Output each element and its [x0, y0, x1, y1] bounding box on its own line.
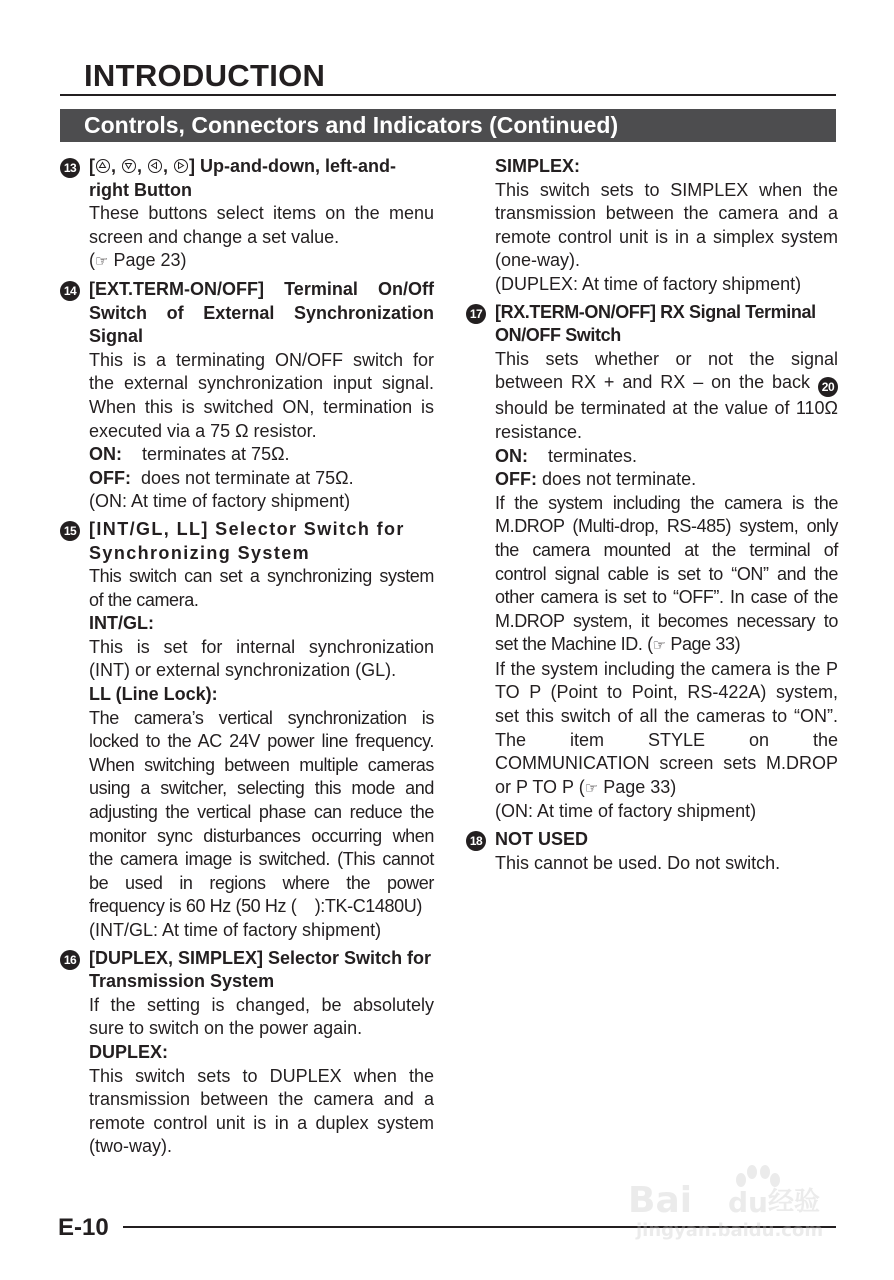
title-separator: , [111, 156, 122, 176]
item-16-duplex-text: This switch sets to DUPLEX when the transmission between the camera and a remote control unit is in a duplex system (two-way). [89, 1065, 434, 1157]
title-separator: , [163, 156, 174, 176]
baidu-watermark [628, 1150, 838, 1240]
item-17 [466, 301, 838, 824]
page-number: E-10 [58, 1214, 109, 1241]
item-13-body: These buttons select items on the menu screen and change a set value. [89, 203, 434, 247]
item-13-title-text: ] Up-and-down, left-and-right Button [89, 156, 397, 200]
page-reference-icon: ☞ [652, 637, 666, 655]
item-13-title: [ , , , ] Up-and-down, left-and-right Button [89, 156, 397, 200]
watermark-brand2: du [728, 1186, 768, 1219]
item-14 [60, 278, 434, 514]
right-button-icon [174, 159, 188, 173]
watermark-brand: Bai [628, 1180, 693, 1221]
item-16-simplex-label: SIMPLEX: [495, 156, 581, 176]
item-17-para1: If the system including the camera is the M.DROP (Multi-drop, RS-485) system, only the camera mounted at the terminal of control signal cable is set to “ON” and the other camera is set to “OFF”. In case of the M.DROP system, it becomes necessary to set the Machine ID. (☞ Page 33) [495, 492, 838, 655]
item-17-off: OFF: does not terminate. [495, 469, 697, 490]
left-column [60, 155, 434, 1163]
item-number-16: 16 [60, 950, 80, 970]
watermark-url: jingyan.baidu.com [636, 1220, 824, 1240]
item-15-ll-label: LL (Line Lock): [89, 684, 218, 705]
item-18-title: NOT USED [495, 829, 589, 850]
page-reference-icon: ☞ [584, 779, 599, 797]
watermark-cn: 经验 [768, 1187, 821, 1217]
page-title: INTRODUCTION [84, 58, 326, 93]
item-14-default: (ON: At time of factory shipment) [89, 491, 351, 512]
item-14-title: [EXT.TERM-ON/OFF] Terminal On/Off Switch of External Synchronization Signal [89, 278, 434, 347]
item-15-ll-text: The camera’s vertical synchronization is locked to the AC 24V power line frequency. When switching between multiple cameras using a switcher, selecting this mode and adjusting the vertical phase can reduce the monitor sync disturbances occurring when the camera image is switched. (This cannot be used in regions where the power frequency is 60 Hz (50 Hz ( ):TK-C1480U) [89, 707, 434, 917]
item-16-body: If the setting is changed, be absolutely sure to switch on the power again. [89, 994, 434, 1039]
item-17-body: This sets whether or not the signal between RX + and RX – on the back 20 should be terminated at the value of 110Ω resistance. [495, 348, 838, 442]
item-number-20-ref: 20 [818, 377, 838, 397]
item-15-intgl-text: This is set for internal synchronization (INT) or external synchronization (GL). [89, 636, 434, 681]
item-16-simplex-text: This switch sets to SIMPLEX when the transmission between the camera and a remote control unit is in a simplex system (one-way). [495, 179, 838, 271]
item-14-body: This is a terminating ON/OFF switch for the external synchronization input signal. When this is switched ON, termination is executed via a 75 Ω resistor. [89, 349, 434, 441]
section-heading: Controls, Connectors and Indicators (Continued) [60, 109, 836, 142]
page-reference-icon: ☞ [95, 253, 109, 271]
item-16-default: (DUPLEX: At time of factory shipment) [495, 273, 802, 294]
right-column [466, 155, 838, 879]
item-17-on: ON: terminates. [495, 445, 638, 466]
item-number-13: 13 [60, 158, 80, 178]
item-16-duplex-label: DUPLEX: [89, 1041, 169, 1062]
item-18 [466, 828, 838, 875]
item-16-title: [DUPLEX, SIMPLEX] Selector Switch for Transmission System [89, 947, 432, 992]
up-button-icon [96, 159, 110, 173]
item-15-title: [INT/GL, LL] Selector Switch for Synchronizing System [89, 518, 405, 563]
item-18-body: This cannot be used. Do not switch. [495, 852, 781, 873]
item-number-18: 18 [466, 831, 486, 851]
item-13-ref: (☞ Page 23) [89, 250, 187, 271]
item-17-para2: If the system including the camera is the P TO P (Point to Point, RS-422A) system, set this switch of all the cameras to “ON”. The item STYLE on the COMMUNICATION screen sets M.DROP or P TO P (☞ Page 33) [495, 658, 838, 797]
item-15-body: This switch can set a synchronizing system of the camera. [89, 566, 434, 610]
item-16 [60, 947, 434, 1159]
item-15-intgl-label: INT/GL: [89, 613, 154, 634]
item-14-off: OFF: does not terminate at 75Ω. [89, 467, 354, 488]
title-separator: , [137, 156, 148, 176]
item-15 [60, 518, 434, 943]
item-17-default: (ON: At time of factory shipment) [495, 801, 757, 822]
left-button-icon [148, 159, 162, 173]
item-number-14: 14 [60, 281, 80, 301]
item-13 [60, 155, 434, 274]
title-rule [60, 94, 836, 96]
item-16-continued [466, 155, 838, 297]
item-number-15: 15 [60, 521, 80, 541]
item-15-default: (INT/GL: At time of factory shipment) [89, 920, 382, 940]
down-button-icon [122, 159, 136, 173]
item-number-17: 17 [466, 304, 486, 324]
item-17-title: [RX.TERM-ON/OFF] RX Signal Terminal ON/OFF Switch [495, 301, 816, 346]
item-14-on: ON: terminates at 75Ω. [89, 444, 290, 465]
